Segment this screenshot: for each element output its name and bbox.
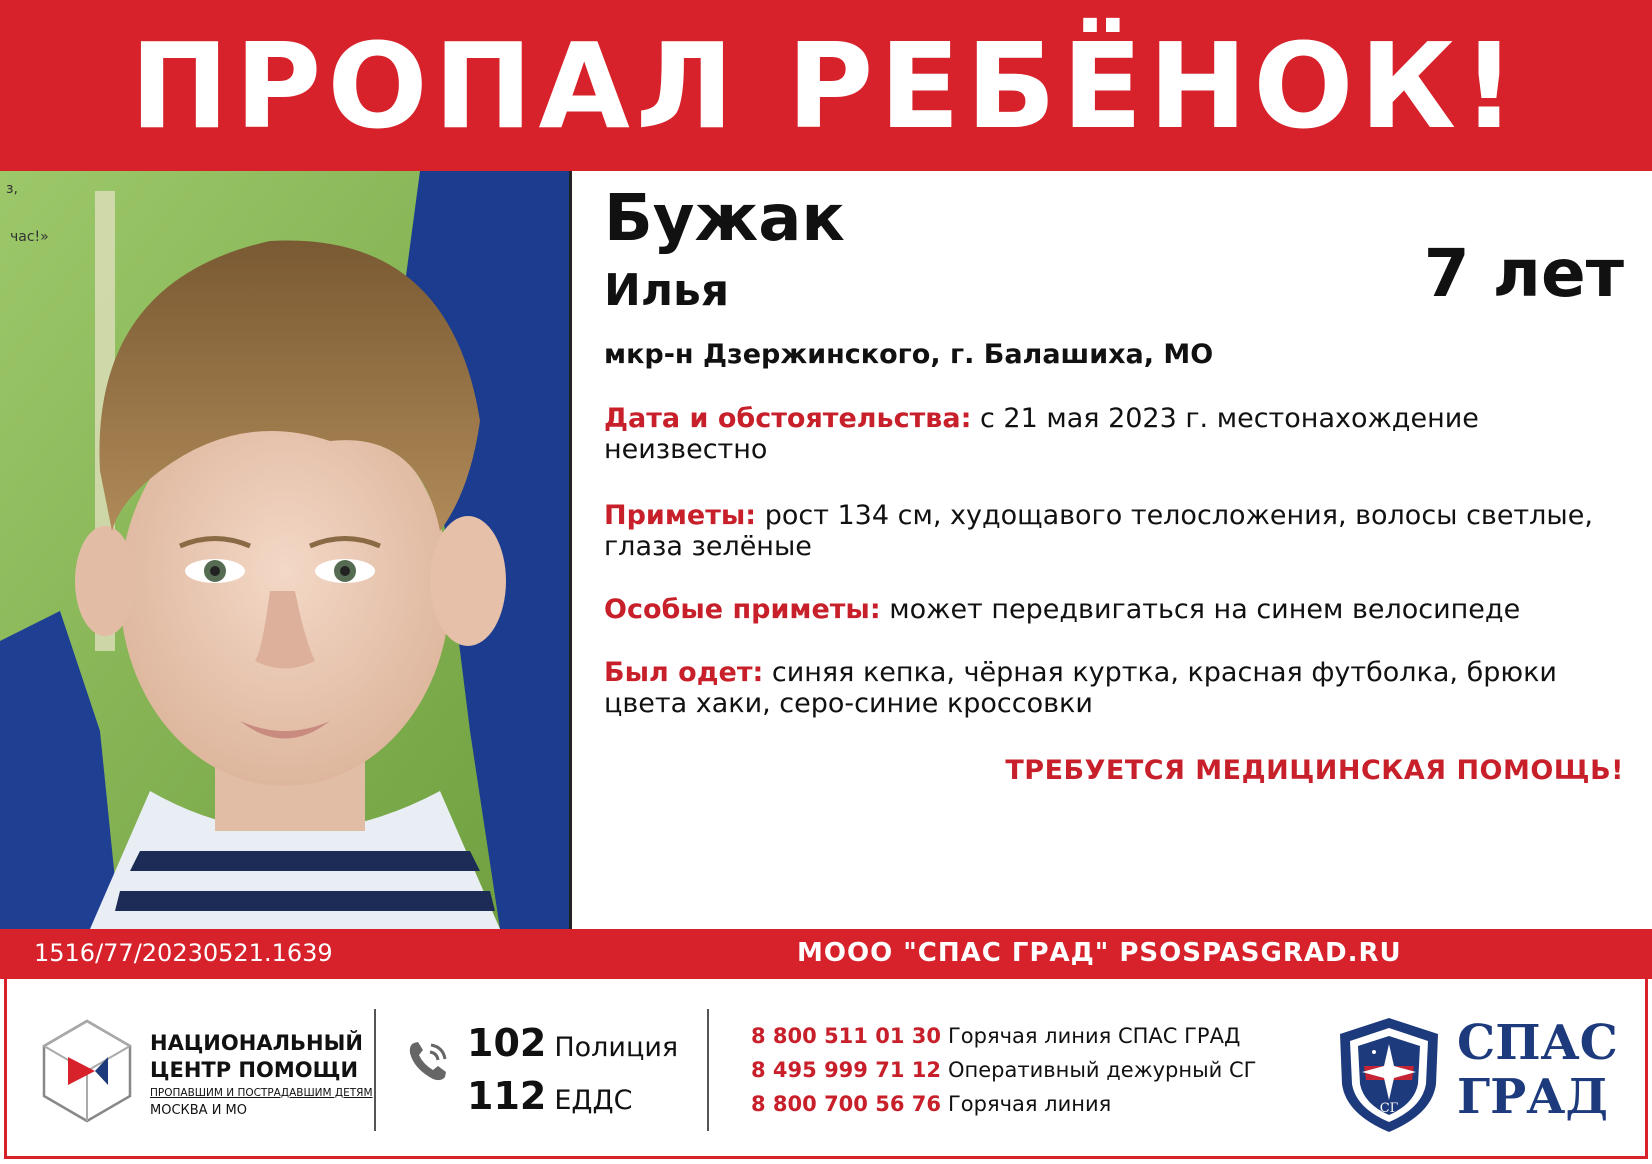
hotline-row	[751, 1058, 1256, 1082]
hotline-row	[751, 1024, 1240, 1048]
medical-note: ТРЕБУЕТСЯ МЕДИЦИНСКАЯ ПОМОЩЬ!	[1005, 755, 1624, 786]
info-panel	[604, 171, 1624, 929]
spasgrad-shield-icon	[1334, 1014, 1444, 1136]
field-date	[604, 403, 1619, 465]
header-title: ПРОПАЛ РЕБЁНОК!	[130, 16, 1522, 155]
field-features	[604, 500, 1619, 562]
hotline-number: 8 800 700 56 76	[751, 1092, 941, 1116]
hotline-label: Горячая линия	[947, 1092, 1112, 1116]
emergency-edds	[467, 1074, 632, 1118]
case-id: 1516/77/20230521.1639	[34, 939, 333, 967]
hotline-label: Горячая линия СПАС ГРАД	[947, 1024, 1241, 1048]
field-special-value: может передвигаться на синем велосипеде	[889, 594, 1521, 625]
footer	[0, 979, 1652, 1164]
field-clothes	[604, 657, 1619, 719]
first-name: Илья	[604, 265, 730, 316]
footer-divider	[374, 1009, 376, 1131]
ncp-logo-icon	[40, 1017, 135, 1127]
footer-divider	[707, 1009, 709, 1131]
hotline-number: 8 495 999 71 12	[751, 1058, 941, 1082]
wall-text-2: час!»	[10, 229, 49, 245]
ncp-line-1: НАЦИОНАЛЬНЫЙ	[150, 1031, 363, 1055]
hotline-label: Оперативный дежурный СГ	[947, 1058, 1257, 1082]
emergency-number: 112	[467, 1074, 547, 1118]
spasgrad-line-2: ГРАД	[1457, 1069, 1609, 1125]
age: 7 лет	[1423, 235, 1624, 312]
hotline-number: 8 800 511 01 30	[751, 1024, 941, 1048]
emergency-number: 102	[467, 1021, 547, 1065]
org-name: МООО "СПАС ГРАД" PSOSPASGRAD.RU	[797, 938, 1402, 968]
field-date-label: Дата и обстоятельства:	[604, 403, 972, 434]
phone-icon	[405, 1039, 451, 1085]
field-special-label: Особые приметы:	[604, 594, 881, 625]
info-strip	[0, 929, 1652, 979]
hotline-row	[751, 1092, 1111, 1116]
ncp-line-3: ПРОПАВШИМ И ПОСТРАДАВШИМ ДЕТЯМ	[150, 1087, 373, 1099]
header-banner	[0, 0, 1652, 171]
field-features-label: Приметы:	[604, 500, 757, 531]
location: мкр-н Дзержинского, г. Балашиха, МО	[604, 339, 1214, 370]
field-special	[604, 594, 1619, 625]
spasgrad-line-1: СПАС	[1457, 1015, 1618, 1071]
field-clothes-value: синяя кепка, чёрная куртка, красная футболка, брюки цвета хаки, серо-синие кроссовки	[604, 657, 1557, 719]
field-features-value: рост 134 см, худощавого телосложения, волосы светлые, глаза зелёные	[604, 500, 1593, 562]
child-photo	[0, 171, 572, 929]
emergency-label: ЕДДС	[554, 1085, 633, 1116]
emergency-label: Полиция	[554, 1032, 679, 1063]
ncp-line-2: ЦЕНТР ПОМОЩИ	[150, 1058, 359, 1082]
surname: Бужак	[604, 182, 845, 256]
ncp-line-4: МОСКВА И МО	[150, 1103, 248, 1118]
emergency-police	[467, 1021, 678, 1065]
shield-text: СГ	[1379, 1101, 1399, 1116]
field-clothes-label: Был одет:	[604, 657, 764, 688]
wall-text-1: з,	[6, 181, 18, 197]
field-date-value: с 21 мая 2023 г. местонахождение неизвестно	[604, 403, 1479, 465]
